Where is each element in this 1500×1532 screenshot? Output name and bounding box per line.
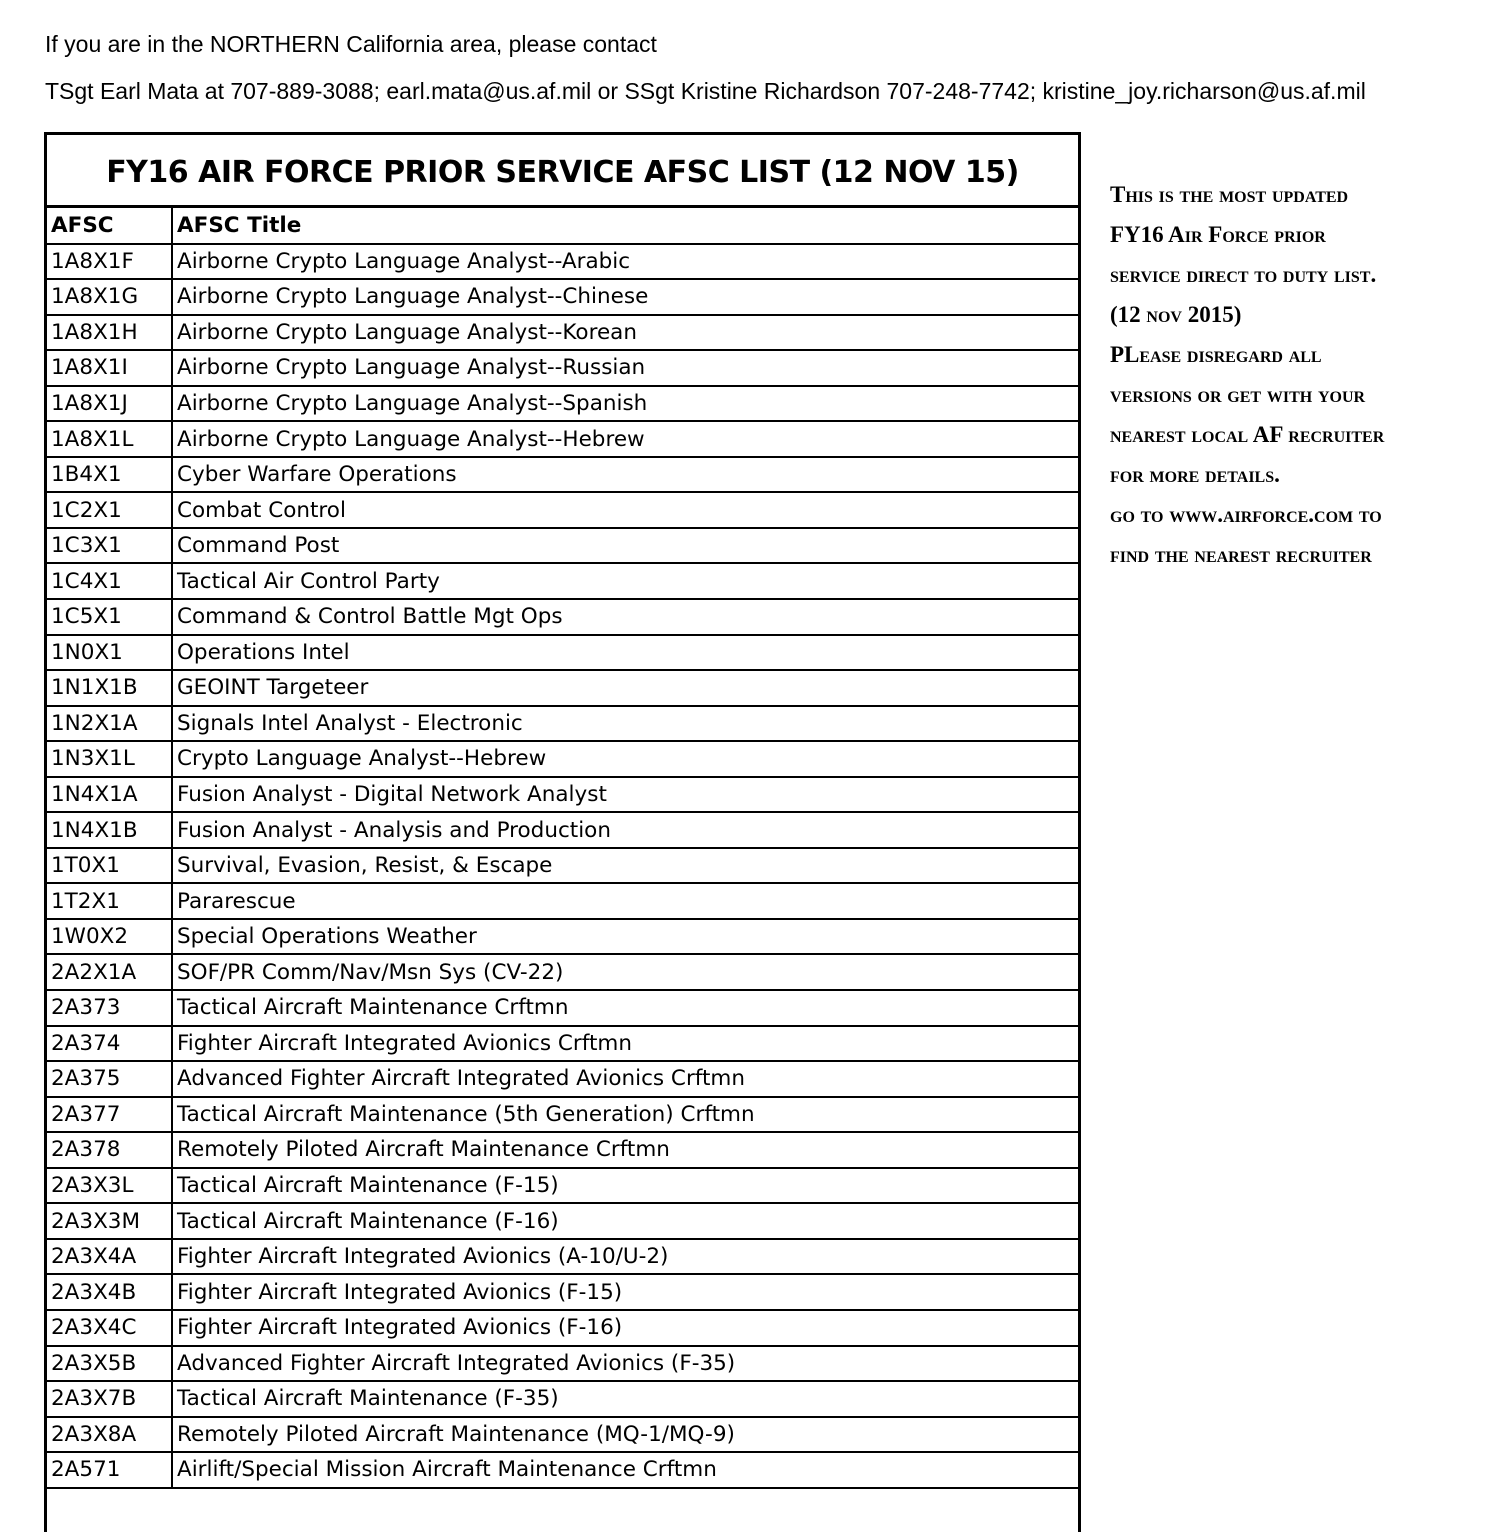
afsc-title: Advanced Fighter Aircraft Integrated Avionics Crftmn [172, 1061, 1078, 1097]
afsc-sheet [44, 132, 1081, 1532]
afsc-title: Combat Control [172, 492, 1078, 528]
table-row [47, 1132, 1078, 1168]
table-row [47, 848, 1078, 884]
afsc-code: 2A375 [47, 1061, 172, 1097]
table-row [47, 1310, 1078, 1346]
afsc-title: Tactical Aircraft Maintenance Crftmn [172, 990, 1078, 1026]
table-row [47, 1239, 1078, 1275]
afsc-code: 1C3X1 [47, 528, 172, 564]
afsc-code: 2A378 [47, 1132, 172, 1168]
afsc-title: Fusion Analyst - Analysis and Production [172, 812, 1078, 848]
afsc-title: GEOINT Targeteer [172, 670, 1078, 706]
notice-block [1110, 175, 1500, 575]
afsc-title: Remotely Piloted Aircraft Maintenance (MQ-1/MQ-9) [172, 1417, 1078, 1453]
afsc-title: Airborne Crypto Language Analyst--Spanish [172, 386, 1078, 422]
afsc-code: 2A3X4B [47, 1274, 172, 1310]
afsc-title: Command & Control Battle Mgt Ops [172, 599, 1078, 635]
notice-line: (12 nov 2015) [1110, 302, 1242, 327]
table-row [47, 1061, 1078, 1097]
table-row [47, 1026, 1078, 1062]
afsc-title: Tactical Air Control Party [172, 563, 1078, 599]
table-row [47, 528, 1078, 564]
afsc-code: 1A8X1H [47, 315, 172, 351]
notice-line: service direct to duty list. [1110, 262, 1377, 287]
table-row [47, 457, 1078, 493]
afsc-title: Airborne Crypto Language Analyst--Hebrew [172, 421, 1078, 457]
afsc-code: 1N1X1B [47, 670, 172, 706]
afsc-title: Crypto Language Analyst--Hebrew [172, 741, 1078, 777]
afsc-code: 1A8X1J [47, 386, 172, 422]
table-row [47, 1452, 1078, 1488]
afsc-title: Tactical Aircraft Maintenance (5th Generation) Crftmn [172, 1097, 1078, 1133]
afsc-title: Operations Intel [172, 635, 1078, 671]
afsc-title: Airborne Crypto Language Analyst--Chinese [172, 279, 1078, 315]
notice-line: nearest local AF recruiter [1110, 422, 1385, 447]
table-row [47, 492, 1078, 528]
afsc-title: SOF/PR Comm/Nav/Msn Sys (CV-22) [172, 954, 1078, 990]
table-row [47, 1346, 1078, 1382]
notice-line: find the nearest recruiter [1110, 542, 1372, 567]
afsc-title: Remotely Piloted Aircraft Maintenance Crftmn [172, 1132, 1078, 1168]
afsc-title: Airborne Crypto Language Analyst--Korean [172, 315, 1078, 351]
afsc-code: 2A3X3M [47, 1203, 172, 1239]
contact-line-1: If you are in the NORTHERN California area, please contact [45, 31, 657, 57]
table-row [47, 883, 1078, 919]
afsc-title: Command Post [172, 528, 1078, 564]
table-body [47, 244, 1078, 1488]
afsc-code: 1N3X1L [47, 741, 172, 777]
table-row [47, 279, 1078, 315]
afsc-code: 2A3X8A [47, 1417, 172, 1453]
afsc-title: Signals Intel Analyst - Electronic [172, 706, 1078, 742]
afsc-title: Airborne Crypto Language Analyst--Arabic [172, 244, 1078, 280]
afsc-title: Tactical Aircraft Maintenance (F-15) [172, 1168, 1078, 1204]
notice-line: for more details. [1110, 462, 1280, 487]
afsc-code: 1N2X1A [47, 706, 172, 742]
afsc-code: 1C5X1 [47, 599, 172, 635]
afsc-code: 1N0X1 [47, 635, 172, 671]
table-row [47, 1097, 1078, 1133]
table-row [47, 741, 1078, 777]
table-row [47, 1417, 1078, 1453]
afsc-table [47, 208, 1078, 1489]
table-row [47, 1274, 1078, 1310]
afsc-code: 2A3X4C [47, 1310, 172, 1346]
afsc-code: 1T2X1 [47, 883, 172, 919]
afsc-title: Fighter Aircraft Integrated Avionics (F-15) [172, 1274, 1078, 1310]
afsc-title: Airborne Crypto Language Analyst--Russian [172, 350, 1078, 386]
notice-line: versions or get with your [1110, 382, 1366, 407]
notice-line: This is the most updated [1110, 182, 1349, 207]
afsc-code: 1A8X1I [47, 350, 172, 386]
afsc-title: Cyber Warfare Operations [172, 457, 1078, 493]
table-row [47, 315, 1078, 351]
table-row [47, 635, 1078, 671]
afsc-title: Fighter Aircraft Integrated Avionics (F-16) [172, 1310, 1078, 1346]
table-row [47, 706, 1078, 742]
afsc-code: 2A2X1A [47, 954, 172, 990]
table-row [47, 421, 1078, 457]
table-row [47, 1168, 1078, 1204]
table-row [47, 670, 1078, 706]
afsc-code: 1A8X1F [47, 244, 172, 280]
table-row [47, 350, 1078, 386]
table-header-row [47, 208, 1078, 244]
afsc-title: Fighter Aircraft Integrated Avionics (A-10/U-2) [172, 1239, 1078, 1275]
contact-line-2: TSgt Earl Mata at 707-889-3088; earl.mata@us.af.mil or SSgt Kristine Richardson 707-248-7742; kristine_joy.richarson@us.af.mil [45, 78, 1366, 104]
notice-line: FY16 Air Force prior [1110, 222, 1326, 247]
afsc-code: 2A3X5B [47, 1346, 172, 1382]
afsc-code: 1W0X2 [47, 919, 172, 955]
afsc-code: 1A8X1L [47, 421, 172, 457]
afsc-code: 2A3X7B [47, 1381, 172, 1417]
afsc-title: Tactical Aircraft Maintenance (F-16) [172, 1203, 1078, 1239]
notice-line: go to www.airforce.com to [1110, 502, 1382, 527]
afsc-title: Pararescue [172, 883, 1078, 919]
header-afsc-title: AFSC Title [172, 208, 1078, 244]
notice-line: PLease disregard all [1110, 342, 1322, 367]
afsc-code: 1A8X1G [47, 279, 172, 315]
header-afsc: AFSC [47, 208, 172, 244]
table-row [47, 919, 1078, 955]
afsc-title: Survival, Evasion, Resist, & Escape [172, 848, 1078, 884]
afsc-code: 2A377 [47, 1097, 172, 1133]
afsc-code: 2A3X4A [47, 1239, 172, 1275]
afsc-title: Advanced Fighter Aircraft Integrated Avionics (F-35) [172, 1346, 1078, 1382]
afsc-title: Special Operations Weather [172, 919, 1078, 955]
afsc-code: 1N4X1B [47, 812, 172, 848]
afsc-code: 1C4X1 [47, 563, 172, 599]
afsc-code: 1C2X1 [47, 492, 172, 528]
table-row [47, 1203, 1078, 1239]
afsc-code: 1B4X1 [47, 457, 172, 493]
table-row [47, 563, 1078, 599]
afsc-title: Fusion Analyst - Digital Network Analyst [172, 777, 1078, 813]
table-row [47, 954, 1078, 990]
table-row [47, 599, 1078, 635]
afsc-code: 2A374 [47, 1026, 172, 1062]
afsc-title: Fighter Aircraft Integrated Avionics Crftmn [172, 1026, 1078, 1062]
sheet-title: FY16 AIR FORCE PRIOR SERVICE AFSC LIST (12 NOV 15) [47, 135, 1078, 208]
afsc-code: 2A3X3L [47, 1168, 172, 1204]
table-row [47, 386, 1078, 422]
table-row [47, 1381, 1078, 1417]
table-row [47, 244, 1078, 280]
afsc-code: 1N4X1A [47, 777, 172, 813]
table-row [47, 990, 1078, 1026]
table-row [47, 812, 1078, 848]
table-row [47, 777, 1078, 813]
afsc-title: Tactical Aircraft Maintenance (F-35) [172, 1381, 1078, 1417]
afsc-code: 2A373 [47, 990, 172, 1026]
afsc-code: 2A571 [47, 1452, 172, 1488]
afsc-code: 1T0X1 [47, 848, 172, 884]
afsc-title: Airlift/Special Mission Aircraft Maintenance Crftmn [172, 1452, 1078, 1488]
